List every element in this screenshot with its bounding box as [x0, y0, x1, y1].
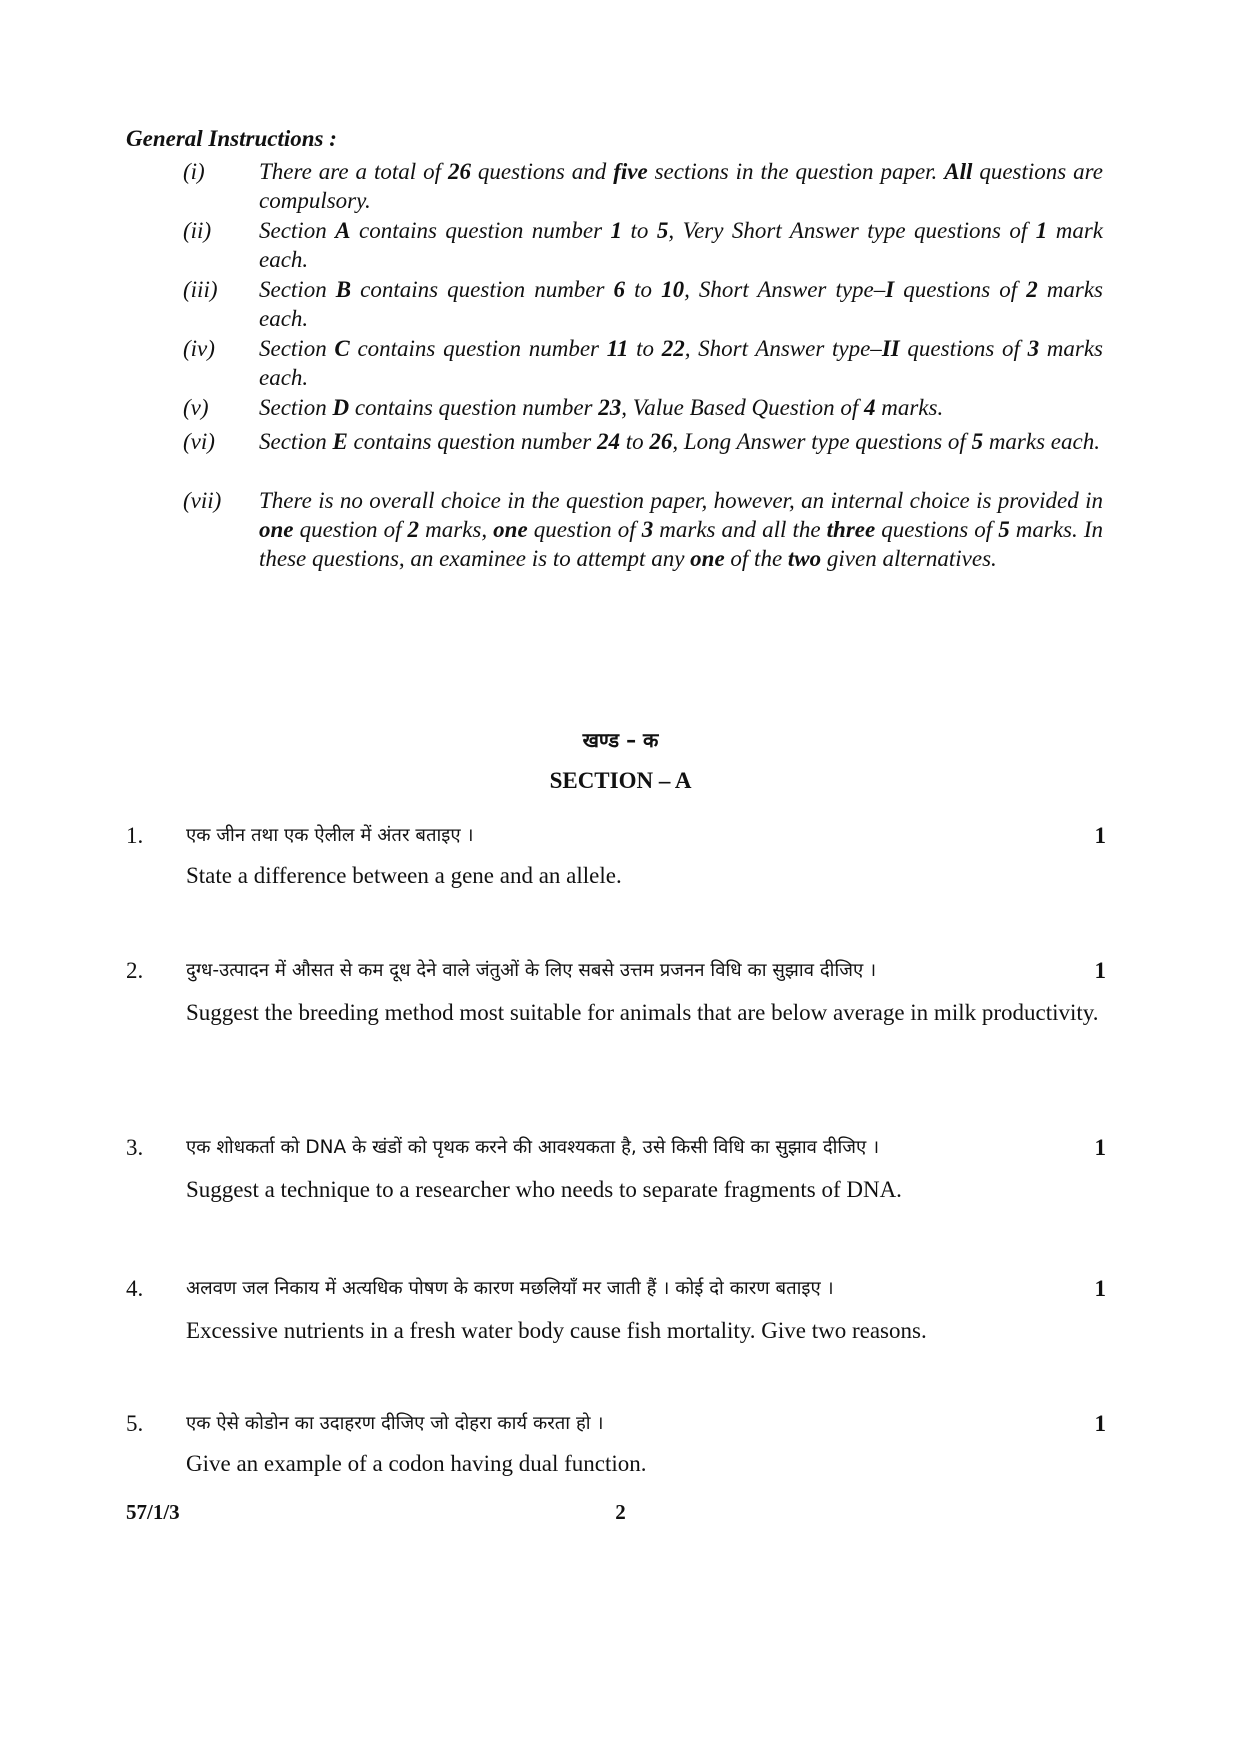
instruction-text: Section B contains question number 6 to 10, Short Answer type–I questions of 2 marks each. [259, 277, 1103, 331]
question-text-hindi: दुग्ध-उत्पादन में औसत से कम दूध देने वाले जंतुओं के लिए सबसे उत्तम प्रजनन विधि का सुझाव दीजिए । [186, 960, 877, 981]
paper-code: 57/1/3 [126, 1500, 180, 1524]
instruction-text: Section D contains question number 23, Value Based Question of 4 marks. [259, 395, 944, 420]
instruction-item [183, 157, 1103, 215]
question-marks: 1 [1094, 1411, 1106, 1436]
section-title-english: SECTION – A [549, 768, 692, 793]
instruction-item [183, 486, 1103, 573]
general-instructions-heading: General Instructions : [126, 126, 337, 151]
instruction-number: (vi) [183, 429, 215, 454]
instruction-number: (i) [183, 159, 205, 184]
question-text-hindi: अलवण जल निकाय में अत्यधिक पोषण के कारण मछलियाँ मर जाती हैं । कोई दो कारण बताइए । [186, 1278, 834, 1299]
instruction-number: (ii) [183, 218, 212, 243]
question-text-english: State a difference between a gene and an allele. [186, 863, 622, 888]
question-text-hindi: एक जीन तथा एक ऐलील में अंतर बताइए । [186, 825, 474, 846]
question-marks: 1 [1094, 823, 1106, 848]
question-number: 2. [126, 958, 144, 983]
instruction-item [183, 334, 1103, 392]
section-title-hindi: खण्ड – क [582, 728, 659, 752]
instruction-number: (v) [183, 395, 209, 420]
instruction-item [183, 275, 1103, 333]
instruction-text: Section E contains question number 24 to 26, Long Answer type questions of 5 marks each. [259, 429, 1100, 454]
instruction-text: Section C contains question number 11 to 22, Short Answer type–II questions of 3 marks each. [259, 336, 1104, 390]
page-number: 2 [615, 1500, 626, 1524]
question-text-english: Suggest the breeding method most suitable for animals that are below average in milk productivity. [186, 1000, 1099, 1025]
instruction-text: There are a total of 26 questions and five sections in the question paper. All questions are compulsory. [259, 159, 1103, 213]
question-number: 5. [126, 1411, 144, 1436]
question-marks: 1 [1094, 1276, 1106, 1301]
question-marks: 1 [1094, 1135, 1106, 1160]
question-number: 3. [126, 1135, 144, 1160]
instruction-item [183, 393, 1103, 422]
question-text-english: Give an example of a codon having dual function. [186, 1451, 647, 1476]
question-text-english: Excessive nutrients in a fresh water body cause fish mortality. Give two reasons. [186, 1318, 927, 1343]
question-text-hindi: एक शोधकर्ता को DNA के खंडों को पृथक करने की आवश्यकता है, उसे किसी विधि का सुझाव दीजिए । [186, 1137, 880, 1158]
instruction-text: There is no overall choice in the question paper, however, an internal choice is provided in one question of 2 marks, one question of 3 marks and all the three questions of 5 marks. In these questions, an examinee is to attempt any one of the two given alternatives. [259, 488, 1103, 571]
question-number: 4. [126, 1276, 144, 1301]
instruction-text: Section A contains question number 1 to 5, Very Short Answer type questions of 1 mark each. [259, 218, 1103, 272]
question-number: 1. [126, 823, 144, 848]
instruction-number: (iv) [183, 336, 215, 361]
question-text-english: Suggest a technique to a researcher who needs to separate fragments of DNA. [186, 1177, 902, 1202]
question-marks: 1 [1094, 958, 1106, 983]
question-text-hindi: एक ऐसे कोडोन का उदाहरण दीजिए जो दोहरा कार्य करता हो । [186, 1413, 604, 1434]
instruction-number: (vii) [183, 488, 222, 513]
instruction-item [183, 427, 1103, 456]
instruction-number: (iii) [183, 277, 218, 302]
instruction-item [183, 216, 1103, 274]
